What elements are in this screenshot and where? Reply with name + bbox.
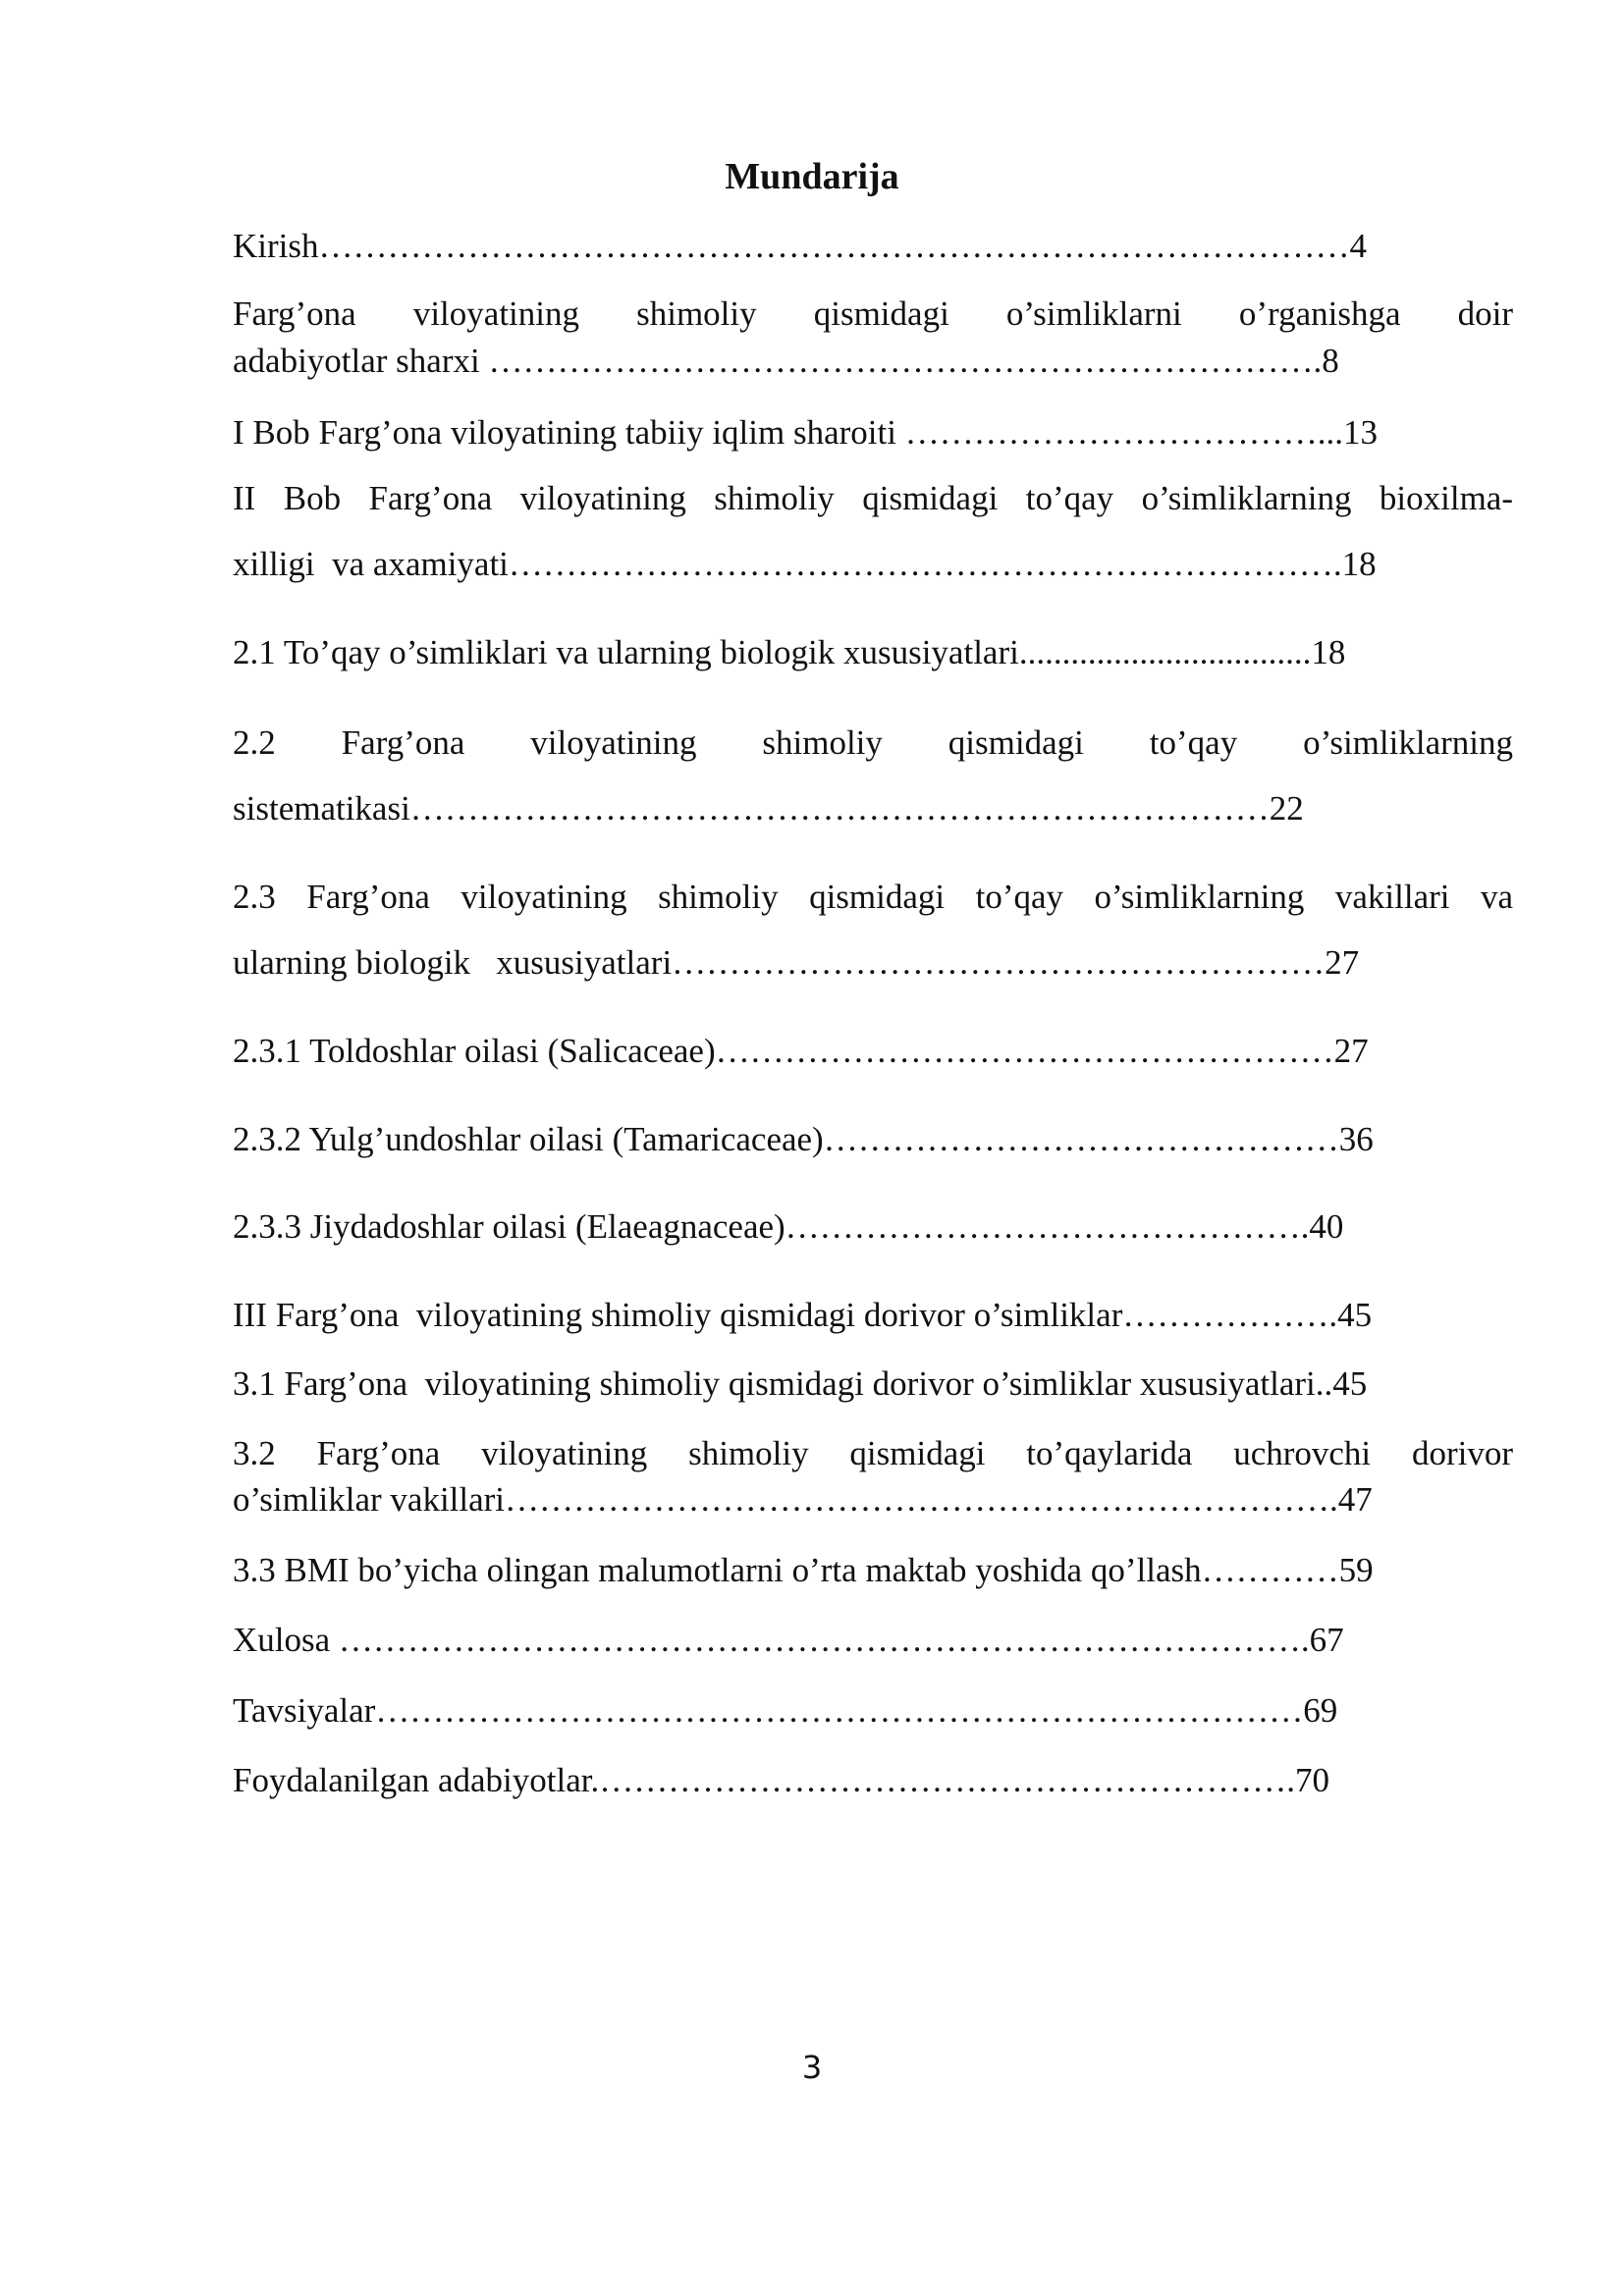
toc-entry-bob-2-line-1: II Bob Farg’ona viloyatining shimoliy qismidagi to’qay o’simliklarning bioxilma- [233,479,1513,517]
toc-entry-3-3: 3.3 BMI bo’yicha olingan malumotlarni o’rta maktab yoshida qo’llash…………59 [233,1551,1374,1589]
page-title: Mundarija [725,156,899,197]
toc-entry-adabiyotlar-line-1: Farg’ona viloyatining shimoliy qismidagi o’simliklarni o’rganishga doir [233,294,1513,333]
toc-entry-3-2-line-1: 3.2 Farg’ona viloyatining shimoliy qismidagi to’qaylarida uchrovchi dorivor [233,1434,1513,1472]
toc-entry-xulosa: Xulosa ………………………………………………………………………….67 [233,1621,1344,1659]
toc-entry-foydalanilgan-adabiyotlar: Foydalanilgan adabiyotlar.…………………………………………………….70 [233,1761,1329,1799]
toc-entry-2-1: 2.1 To’qay o’simliklari va ularning biologik xususiyatlari..................................18 [233,633,1346,671]
toc-entry-2-3-1: 2.3.1 Toldoshlar oilasi (Salicaceae)………………………………………………27 [233,1032,1369,1070]
toc-entry-2-3-line-1: 2.3 Farg’ona viloyatining shimoliy qismidagi to’qay o’simliklarning vakillari va [233,878,1513,916]
toc-entry-2-2-line-2: sistematikasi…………………………………………………………………22 [233,789,1304,828]
toc-entry-2-3-line-2: ularning biologik xususiyatlari…………………………………………………27 [233,943,1360,982]
toc-entry-adabiyotlar-line-2: adabiyotlar sharxi ……………………………………………………………….8 [233,342,1339,380]
toc-entry-bob-2-line-2: xilligi va axamiyati……………………………………………………………….18 [233,545,1377,583]
toc-entry-bob-3: III Farg’ona viloyatining shimoliy qismidagi dorivor o’simliklar……………….45 [233,1296,1373,1334]
toc-entry-kirish: Kirish………………………………………………………………………………4 [233,227,1367,265]
toc-entry-2-3-2: 2.3.2 Yulg’undoshlar oilasi (Tamaricaceae)………………………………………36 [233,1120,1374,1158]
toc-entry-2-2-line-1: 2.2 Farg’ona viloyatining shimoliy qismidagi to’qay o’simliklarning [233,723,1513,762]
toc-entry-3-1: 3.1 Farg’ona viloyatining shimoliy qismidagi dorivor o’simliklar xususiyatlari..45 [233,1364,1368,1403]
toc-entry-tavsiyalar: Tavsiyalar………………………………………………………………………69 [233,1691,1338,1730]
toc-entry-2-3-3: 2.3.3 Jiydadoshlar oilasi (Elaeagnaceae)……………………………………….40 [233,1207,1344,1246]
page-number: 3 [801,2049,823,2086]
toc-entry-3-2-line-2: o’simliklar vakillari……………………………………………………………….47 [233,1480,1373,1519]
toc-entry-bob-1: I Bob Farg’ona viloyatining tabiiy iqlim sharoiti ………………………………...13 [233,413,1378,452]
